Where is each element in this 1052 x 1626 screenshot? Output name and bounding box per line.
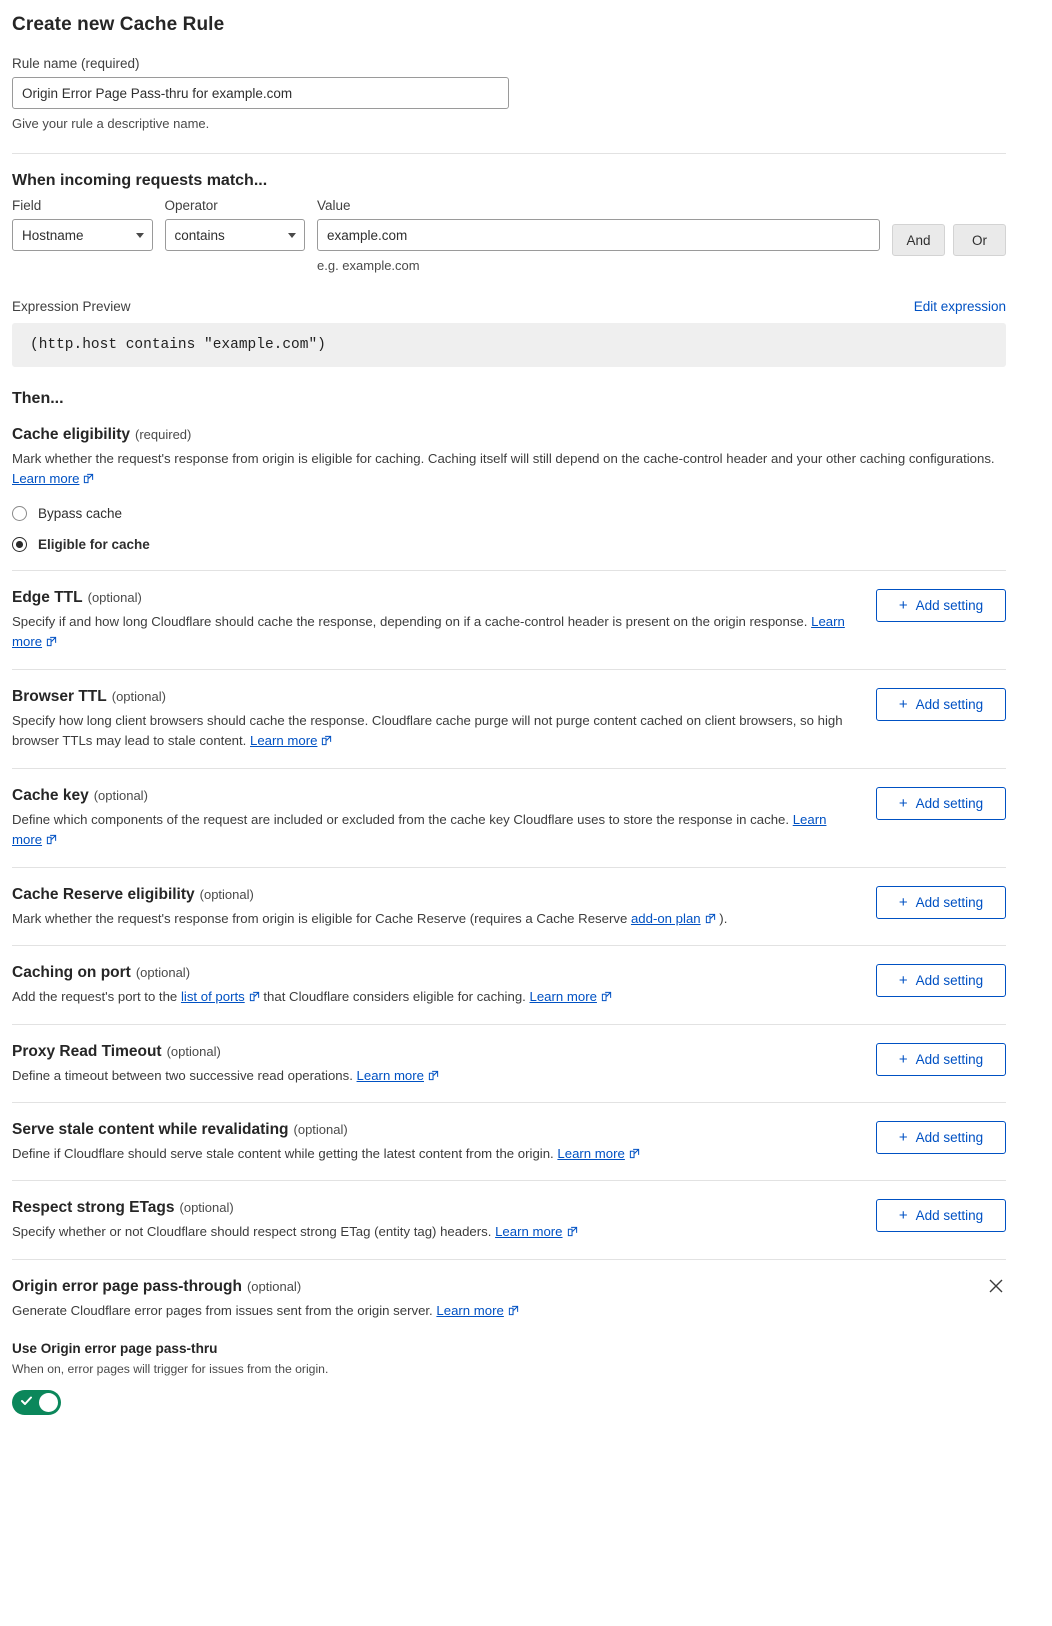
origin-error-toggle-title: Use Origin error page pass-thru xyxy=(12,1341,218,1357)
rule-name-label: Rule name (required) xyxy=(12,56,140,71)
origin-error-desc-text: Generate Cloudflare error pages from issues sent from the origin server. xyxy=(12,1302,433,1318)
setting-optional: (optional) xyxy=(135,965,191,981)
setting-desc-text-mid: that Cloudflare considers eligible for caching. xyxy=(263,989,526,1005)
origin-error-title xyxy=(12,1278,1006,1296)
setting-optional: (optional) xyxy=(166,1043,221,1059)
cache-eligibility-title xyxy=(12,426,1006,444)
add-setting-button-caching-on-port[interactable] xyxy=(876,964,1006,997)
setting-title-text: Cache Reserve eligibility xyxy=(12,885,195,903)
setting-desc xyxy=(12,711,856,752)
setting-optional: (optional) xyxy=(293,1121,348,1137)
field-label: Field xyxy=(12,198,42,213)
external-link-icon xyxy=(428,1070,439,1081)
rule-name-input[interactable] xyxy=(12,77,509,109)
external-link-icon xyxy=(321,735,332,746)
divider xyxy=(12,153,1006,154)
edit-expression-link[interactable]: Edit expression xyxy=(913,299,1006,314)
add-setting-button-cache-key[interactable] xyxy=(876,787,1006,820)
radio-bypass-cache-label: Bypass cache xyxy=(38,505,123,521)
setting-title xyxy=(12,964,856,982)
origin-error-title-text: Origin error page pass-through xyxy=(12,1277,242,1295)
add-setting-button-serve-stale-content[interactable] xyxy=(876,1121,1006,1154)
setting-desc-text: Specify how long client browsers should cache the response. Cloudflare cache purge will not purge content cached on client browsers, so high browser TTLs may lead to stale content. xyxy=(12,712,843,749)
origin-error-desc xyxy=(12,1301,997,1321)
radio-bypass-cache[interactable] xyxy=(12,506,1006,521)
setting-cache-key xyxy=(12,768,1006,867)
cache-eligibility-block xyxy=(12,426,1006,570)
setting-desc-text: Specify whether or not Cloudflare should respect strong ETag (entity tag) headers. xyxy=(12,1224,492,1240)
external-link-icon xyxy=(46,834,57,845)
cache-eligibility-title-text: Cache eligibility xyxy=(12,426,131,443)
radio-icon-selected xyxy=(12,537,27,552)
cache-eligibility-required: (required) xyxy=(135,427,192,442)
setting-title xyxy=(12,688,856,706)
setting-desc-text: Specify if and how long Cloudflare should cache the response, depending on if a cache-control header is present on the origin response. xyxy=(12,613,808,629)
learn-more-link[interactable]: Learn more xyxy=(495,1224,563,1240)
learn-more-link[interactable]: Learn more xyxy=(249,733,318,749)
setting-desc-text: Define which components of the request are included or excluded from the cache key Cloudflare uses to store the response in cache. xyxy=(12,811,790,827)
close-icon[interactable] xyxy=(986,1276,1006,1296)
radio-eligible-for-cache[interactable] xyxy=(12,537,1006,552)
add-setting-button-proxy-read-timeout[interactable] xyxy=(876,1043,1006,1076)
cache-eligibility-desc-text: Mark whether the request's response from origin is eligible for caching. Caching itself will still depend on the cache-control header and your other caching configurations. xyxy=(12,451,995,466)
setting-optional: (optional) xyxy=(111,688,166,704)
then-heading: Then... xyxy=(12,390,64,407)
external-link-icon xyxy=(629,1148,640,1159)
setting-title xyxy=(12,589,856,607)
setting-title xyxy=(12,1199,856,1217)
setting-title-text: Respect strong ETags xyxy=(12,1199,175,1217)
setting-desc xyxy=(12,810,856,851)
value-label: Value xyxy=(317,198,351,213)
setting-title-text: Edge TTL xyxy=(12,588,83,606)
learn-more-link[interactable]: Learn more xyxy=(12,613,845,650)
expression-preview-text: (http.host contains "example.com") xyxy=(30,337,326,353)
learn-more-link[interactable]: Learn more xyxy=(557,1145,625,1161)
external-link-icon xyxy=(249,991,260,1002)
chevron-down-icon xyxy=(288,233,296,238)
plus-icon: + xyxy=(898,1207,908,1225)
value-column xyxy=(317,198,880,273)
check-icon xyxy=(20,1394,33,1407)
value-hint: e.g. example.com xyxy=(317,258,420,273)
setting-title xyxy=(12,787,856,805)
setting-browser-ttl xyxy=(12,669,1006,768)
external-link-icon xyxy=(705,913,716,924)
add-setting-label: Add setting xyxy=(915,1129,984,1145)
field-select[interactable] xyxy=(12,219,153,251)
setting-desc xyxy=(12,612,856,653)
setting-desc xyxy=(12,1144,856,1164)
add-setting-label: Add setting xyxy=(915,696,984,712)
or-button[interactable]: Or xyxy=(953,224,1006,256)
setting-proxy-read-timeout xyxy=(12,1024,1006,1102)
learn-more-link[interactable]: Learn more xyxy=(529,989,597,1005)
rule-name-hint: Give your rule a descriptive name. xyxy=(12,116,210,131)
learn-more-link[interactable]: Learn more xyxy=(356,1067,424,1083)
plus-icon: + xyxy=(898,972,908,990)
add-setting-label: Add setting xyxy=(915,973,984,989)
setting-optional: (optional) xyxy=(93,787,148,803)
setting-desc-text: Add the request's port to the xyxy=(12,989,178,1005)
setting-caching-on-port xyxy=(12,945,1006,1023)
radio-eligible-for-cache-label: Eligible for cache xyxy=(38,536,150,552)
external-link-icon xyxy=(567,1226,578,1237)
and-or-group xyxy=(892,224,1006,256)
plus-icon: + xyxy=(898,794,908,812)
setting-desc xyxy=(12,1066,856,1086)
origin-error-optional: (optional) xyxy=(246,1278,302,1294)
add-setting-button-edge-ttl[interactable] xyxy=(876,589,1006,622)
cache-eligibility-desc xyxy=(12,449,997,490)
operator-select-value: contains xyxy=(174,227,225,243)
add-setting-label: Add setting xyxy=(915,894,984,910)
field-column xyxy=(12,198,153,251)
external-link-icon xyxy=(46,636,57,647)
add-setting-label: Add setting xyxy=(915,1051,984,1067)
list-of-ports-link[interactable]: list of ports xyxy=(180,989,245,1005)
chevron-down-icon xyxy=(136,233,144,238)
plus-icon: + xyxy=(898,1050,908,1068)
toggle-knob xyxy=(39,1393,58,1412)
origin-error-toggle-desc: When on, error pages will trigger for issues from the origin. xyxy=(12,1362,329,1377)
radio-icon-unselected xyxy=(12,506,27,521)
setting-title xyxy=(12,886,856,904)
learn-more-link[interactable]: Learn more xyxy=(436,1302,504,1318)
create-cache-rule-page xyxy=(0,14,1052,1626)
operator-column xyxy=(165,198,306,251)
external-link-icon xyxy=(601,991,612,1002)
setting-desc xyxy=(12,987,856,1007)
setting-serve-stale-content xyxy=(12,1102,1006,1180)
setting-edge-ttl xyxy=(12,570,1006,669)
setting-desc-text-post: ). xyxy=(719,910,728,926)
add-setting-button-cache-reserve[interactable] xyxy=(876,886,1006,919)
field-select-value: Hostname xyxy=(22,227,84,243)
origin-error-pass-thru-toggle[interactable] xyxy=(12,1390,61,1415)
add-setting-label: Add setting xyxy=(915,1208,984,1224)
expression-preview-label: Expression Preview xyxy=(12,299,131,314)
setting-optional: (optional) xyxy=(199,886,254,902)
setting-optional: (optional) xyxy=(87,589,142,605)
add-setting-button-respect-strong-etags[interactable] xyxy=(876,1199,1006,1232)
and-button[interactable]: And xyxy=(892,224,945,256)
page-title: Create new Cache Rule xyxy=(12,14,225,35)
setting-desc-text: Mark whether the request's response from origin is eligible for Cache Reserve (requires a Cache Reserve xyxy=(12,910,628,926)
add-setting-button-browser-ttl[interactable] xyxy=(876,688,1006,721)
operator-label: Operator xyxy=(164,198,218,213)
external-link-icon xyxy=(508,1305,519,1316)
plus-icon: + xyxy=(898,695,908,713)
setting-title-text: Cache key xyxy=(12,786,89,804)
plus-icon: + xyxy=(898,893,908,911)
setting-desc-text: Define if Cloudflare should serve stale content while getting the latest content from the origin. xyxy=(12,1145,554,1161)
setting-title-text: Serve stale content while revalidating xyxy=(12,1120,289,1138)
expression-header xyxy=(12,299,1006,314)
operator-select[interactable] xyxy=(165,219,306,251)
setting-desc xyxy=(12,1222,856,1242)
add-setting-label: Add setting xyxy=(915,795,984,811)
setting-desc xyxy=(12,909,856,929)
setting-desc-text: Define a timeout between two successive read operations. xyxy=(12,1067,353,1083)
external-link-icon xyxy=(83,473,94,484)
setting-optional: (optional) xyxy=(179,1200,234,1216)
plus-icon: + xyxy=(898,1128,908,1146)
value-input[interactable] xyxy=(317,219,880,251)
match-heading: When incoming requests match... xyxy=(12,172,268,189)
add-on-plan-link[interactable]: add-on plan xyxy=(630,910,701,926)
cache-eligibility-learn-more-link[interactable]: Learn more xyxy=(12,471,80,487)
setting-title-text: Browser TTL xyxy=(12,687,107,705)
learn-more-link[interactable]: Learn more xyxy=(12,811,827,848)
setting-title-text: Proxy Read Timeout xyxy=(12,1042,162,1060)
setting-title xyxy=(12,1043,856,1061)
plus-icon: + xyxy=(898,596,908,614)
setting-title xyxy=(12,1121,856,1139)
add-setting-label: Add setting xyxy=(915,597,984,613)
expression-preview-box xyxy=(12,323,1006,367)
match-row xyxy=(12,198,1006,273)
setting-origin-error-page-pass-through xyxy=(12,1259,1006,1415)
setting-respect-strong-etags xyxy=(12,1180,1006,1258)
setting-cache-reserve-eligibility xyxy=(12,867,1006,945)
setting-title-text: Caching on port xyxy=(12,964,131,982)
